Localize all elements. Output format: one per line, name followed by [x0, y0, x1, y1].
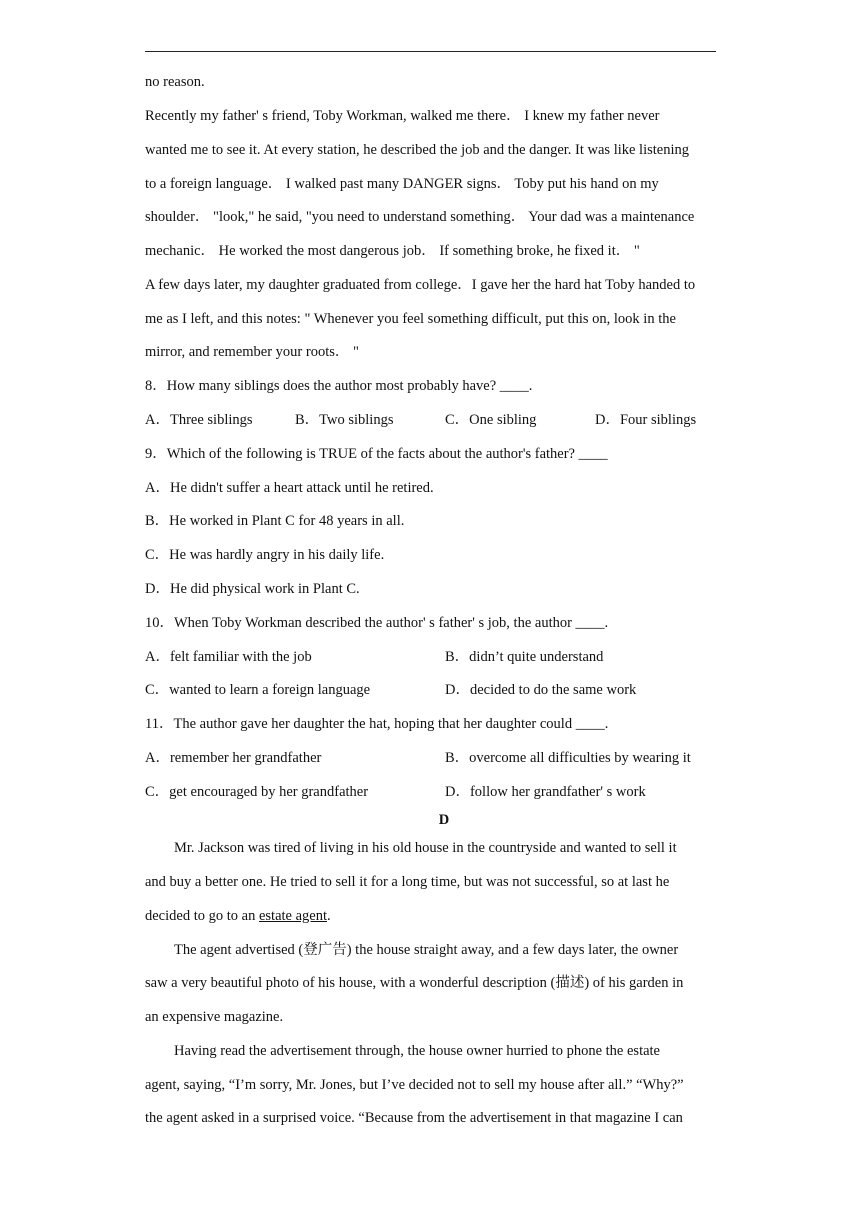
question-11-option-d: D．follow her grandfather' s work: [445, 784, 646, 800]
passage-line: and buy a better one. He tried to sell it for a long time, but was not successful, so at last he: [145, 874, 670, 890]
passage-line: wanted me to see it. At every station, he described the job and the danger. It was like listening: [145, 142, 690, 158]
question-9-option-d: D．He did physical work in Plant C.: [145, 581, 360, 597]
passage-line: The agent advertised (登广告) the house straight away, and a few days later, the owner: [174, 942, 679, 958]
passage-line: mirror, and remember your roots． ": [145, 344, 359, 360]
question-8-option-b: B．Two siblings: [295, 412, 394, 428]
passage-line: [145, 906, 720, 926]
question-10-option-c: C．wanted to learn a foreign language: [145, 682, 371, 698]
passage-line: Having read the advertisement through, the house owner hurried to phone the estate: [174, 1043, 660, 1059]
passage-line: me as I left, and this notes: " Whenever you feel something difficult, put this on, look in the: [145, 311, 676, 327]
passage-line: agent, saying, “I’m sorry, Mr. Jones, but I’ve decided not to sell my house after all.” “Why?”: [145, 1077, 684, 1093]
question-8-option-a: A．Three siblings: [145, 412, 253, 428]
question-9-option-c: C．He was hardly angry in his daily life.: [145, 547, 385, 563]
passage-line: no reason.: [145, 74, 205, 90]
question-9-option-b: B．He worked in Plant C for 48 years in all.: [145, 513, 405, 529]
passage-line: Recently my father' s friend, Toby Workman, walked me there． I knew my father never: [145, 108, 660, 124]
question-10-stem: 10．When Toby Workman described the author' s father' s job, the author ____.: [145, 615, 609, 631]
passage-line: A few days later, my daughter graduated from college．I gave her the hard hat Toby handed to: [145, 277, 696, 293]
question-11-option-b: B．overcome all difficulties by wearing it: [445, 750, 691, 766]
question-11-stem: 11．The author gave her daughter the hat, hoping that her daughter could ____.: [145, 716, 609, 732]
question-8-option-d: D．Four siblings: [595, 412, 697, 428]
question-11-option-c: C．get encouraged by her grandfather: [145, 784, 369, 800]
passage-line: mechanic． He worked the most dangerous job． If something broke, he fixed it． ": [145, 243, 640, 259]
question-9-stem: 9．Which of the following is TRUE of the facts about the author's father? ____: [145, 446, 608, 462]
passage-line: to a foreign language． I walked past many DANGER signs． Toby put his hand on my: [145, 176, 659, 192]
passage-line: Mr. Jackson was tired of living in his old house in the countryside and wanted to sell it: [174, 840, 677, 856]
passage-line: saw a very beautiful photo of his house, with a wonderful description (描述) of his garden in: [145, 975, 684, 991]
question-10-option-b: B．didn’t quite understand: [445, 649, 604, 665]
passage-line: shoulder． "look," he said, "you need to understand something． Your dad was a maintenance: [145, 209, 695, 225]
question-9-option-a: A．He didn't suffer a heart attack until he retired.: [145, 480, 434, 496]
section-heading: D: [438, 812, 450, 828]
passage-text: decided to go to an: [145, 908, 259, 924]
question-10-option-d: D．decided to do the same work: [445, 682, 637, 698]
passage-line: an expensive magazine.: [145, 1009, 284, 1025]
question-10-option-a: A．felt familiar with the job: [145, 649, 312, 665]
header-rule: [145, 51, 716, 52]
underlined-term: estate agent: [258, 908, 328, 924]
question-8-option-c: C．One sibling: [445, 412, 537, 428]
question-11-option-a: A．remember her grandfather: [145, 750, 322, 766]
passage-line: the agent asked in a surprised voice. “Because from the advertisement in that magazine I can: [145, 1110, 683, 1126]
passage-text: .: [327, 908, 331, 924]
question-8-stem: 8．How many siblings does the author most probably have? ____.: [145, 378, 533, 394]
